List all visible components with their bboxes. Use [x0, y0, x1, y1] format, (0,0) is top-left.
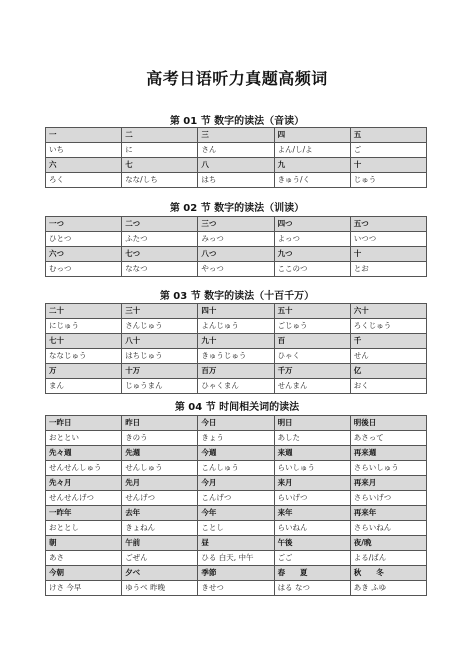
word-cell: 七十	[46, 334, 122, 349]
table-reading-row	[46, 431, 427, 446]
table-header-row	[46, 217, 427, 232]
table-header-row	[46, 334, 427, 349]
reading-cell: やっつ	[198, 262, 274, 277]
reading-cell: せんまん	[274, 379, 350, 394]
word-cell: 三つ	[198, 217, 274, 232]
vocab-table	[45, 216, 427, 277]
reading-cell: よんじゅう	[198, 319, 274, 334]
word-cell: 午後	[274, 536, 350, 551]
word-cell: 午前	[122, 536, 198, 551]
reading-cell: ごじゅう	[274, 319, 350, 334]
word-cell: 先月	[122, 476, 198, 491]
reading-cell: ひとつ	[46, 232, 122, 247]
word-cell: 十	[350, 158, 426, 173]
word-cell: 六十	[350, 304, 426, 319]
word-cell: 明日	[274, 416, 350, 431]
word-cell: 三	[198, 128, 274, 143]
word-cell: 今朝	[46, 566, 122, 581]
word-cell: 季節	[198, 566, 274, 581]
table-reading-row	[46, 349, 427, 364]
reading-cell: きょう	[198, 431, 274, 446]
table-reading-row	[46, 173, 427, 188]
reading-cell: あさって	[350, 431, 426, 446]
reading-cell: よっつ	[274, 232, 350, 247]
table-reading-row	[46, 319, 427, 334]
table-header-row	[46, 364, 427, 379]
reading-cell: なな/しち	[122, 173, 198, 188]
word-cell: 夜/晩	[350, 536, 426, 551]
reading-cell: きょねん	[122, 521, 198, 536]
word-cell: 百	[274, 334, 350, 349]
reading-cell: まん	[46, 379, 122, 394]
reading-cell: きのう	[122, 431, 198, 446]
word-cell: 五つ	[350, 217, 426, 232]
reading-cell: さんじゅう	[122, 319, 198, 334]
reading-cell: けさ 今早	[46, 581, 122, 596]
word-cell: 二	[122, 128, 198, 143]
word-cell: 明後日	[350, 416, 426, 431]
vocab-table	[45, 127, 427, 188]
reading-cell: に	[122, 143, 198, 158]
reading-cell: にじゅう	[46, 319, 122, 334]
reading-cell: せんしゅう	[122, 461, 198, 476]
word-cell: 千	[350, 334, 426, 349]
reading-cell: おく	[350, 379, 426, 394]
reading-cell: こんしゅう	[198, 461, 274, 476]
word-cell: 昨日	[122, 416, 198, 431]
reading-cell: いつつ	[350, 232, 426, 247]
reading-cell: ひる 白天, 中午	[198, 551, 274, 566]
reading-cell: とお	[350, 262, 426, 277]
reading-cell: ひゃくまん	[198, 379, 274, 394]
word-cell: 九つ	[274, 247, 350, 262]
word-cell: 再来月	[350, 476, 426, 491]
reading-cell: はち	[198, 173, 274, 188]
reading-cell: せん	[350, 349, 426, 364]
reading-cell: おととい	[46, 431, 122, 446]
reading-cell: せんせんげつ	[46, 491, 122, 506]
reading-cell: はる なつ	[274, 581, 350, 596]
reading-cell: あした	[274, 431, 350, 446]
section-title: 第 01 节 数字的读法（音读）	[169, 116, 305, 127]
reading-cell: きゅうじゅう	[198, 349, 274, 364]
reading-cell: ななじゅう	[46, 349, 122, 364]
word-cell: 九	[274, 158, 350, 173]
word-cell: 一昨日	[46, 416, 122, 431]
reading-cell: ひゃく	[274, 349, 350, 364]
word-cell: 春 夏	[274, 566, 350, 581]
word-cell: 四十	[198, 304, 274, 319]
reading-cell: ここのつ	[274, 262, 350, 277]
word-cell: 九十	[198, 334, 274, 349]
reading-cell: さらいねん	[350, 521, 426, 536]
reading-cell: せんせんしゅう	[46, 461, 122, 476]
table-header-row	[46, 446, 427, 461]
reading-cell: さらいしゅう	[350, 461, 426, 476]
vocab-table	[45, 415, 427, 596]
table-reading-row	[46, 551, 427, 566]
word-cell: 六つ	[46, 247, 122, 262]
word-cell: 二十	[46, 304, 122, 319]
word-cell: 一昨年	[46, 506, 122, 521]
table-reading-row	[46, 262, 427, 277]
reading-cell: ご	[350, 143, 426, 158]
reading-cell: ごぜん	[122, 551, 198, 566]
word-cell: 六	[46, 158, 122, 173]
word-cell: 一	[46, 128, 122, 143]
table-header-row	[46, 128, 427, 143]
word-cell: 今週	[198, 446, 274, 461]
reading-cell: ゆうべ 昨晚	[122, 581, 198, 596]
word-cell: 秋 冬	[350, 566, 426, 581]
table-reading-row	[46, 491, 427, 506]
table-reading-row	[46, 232, 427, 247]
word-cell: 千万	[274, 364, 350, 379]
word-cell: 八つ	[198, 247, 274, 262]
word-cell: 去年	[122, 506, 198, 521]
reading-cell: らいげつ	[274, 491, 350, 506]
table-header-row	[46, 566, 427, 581]
reading-cell: さらいげつ	[350, 491, 426, 506]
reading-cell: きせつ	[198, 581, 274, 596]
reading-cell: せんげつ	[122, 491, 198, 506]
table-header-row	[46, 506, 427, 521]
word-cell: 二つ	[122, 217, 198, 232]
reading-cell: きゅう/く	[274, 173, 350, 188]
reading-cell: さん	[198, 143, 274, 158]
word-cell: 五十	[274, 304, 350, 319]
reading-cell: ごご	[274, 551, 350, 566]
table-header-row	[46, 416, 427, 431]
word-cell: 八	[198, 158, 274, 173]
word-cell: 十	[350, 247, 426, 262]
word-cell: 昼	[198, 536, 274, 551]
reading-cell: じゅうまん	[122, 379, 198, 394]
word-cell: 一つ	[46, 217, 122, 232]
word-cell: 十万	[122, 364, 198, 379]
word-cell: 再来週	[350, 446, 426, 461]
reading-cell: よん/し/よ	[274, 143, 350, 158]
table-reading-row	[46, 521, 427, 536]
reading-cell: みっつ	[198, 232, 274, 247]
reading-cell: ななつ	[122, 262, 198, 277]
word-cell: 再来年	[350, 506, 426, 521]
reading-cell: いち	[46, 143, 122, 158]
word-cell: 先々月	[46, 476, 122, 491]
word-cell: 来月	[274, 476, 350, 491]
table-header-row	[46, 304, 427, 319]
table-reading-row	[46, 461, 427, 476]
word-cell: 百万	[198, 364, 274, 379]
word-cell: 先々週	[46, 446, 122, 461]
table-header-row	[46, 536, 427, 551]
word-cell: 来年	[274, 506, 350, 521]
reading-cell: はちじゅう	[122, 349, 198, 364]
section-title: 第 03 节 数字的读法（十百千万）	[159, 291, 315, 302]
reading-cell: ろくじゅう	[350, 319, 426, 334]
word-cell: 今日	[198, 416, 274, 431]
reading-cell: ふたつ	[122, 232, 198, 247]
word-cell: 来週	[274, 446, 350, 461]
section-title: 第 02 节 数字的读法（训读）	[169, 203, 305, 214]
word-cell: 七つ	[122, 247, 198, 262]
word-cell: 朝	[46, 536, 122, 551]
word-cell: 夕べ	[122, 566, 198, 581]
reading-cell: あさ	[46, 551, 122, 566]
reading-cell: らいしゅう	[274, 461, 350, 476]
reading-cell: らいねん	[274, 521, 350, 536]
reading-cell: よる/ばん	[350, 551, 426, 566]
word-cell: 今月	[198, 476, 274, 491]
reading-cell: じゅう	[350, 173, 426, 188]
document-title: 高考日语听力真题高频词	[146, 69, 328, 88]
word-cell: 万	[46, 364, 122, 379]
reading-cell: ろく	[46, 173, 122, 188]
reading-cell: あき ふゆ	[350, 581, 426, 596]
word-cell: 五	[350, 128, 426, 143]
word-cell: 先週	[122, 446, 198, 461]
table-reading-row	[46, 143, 427, 158]
table-reading-row	[46, 379, 427, 394]
table-reading-row	[46, 581, 427, 596]
word-cell: 三十	[122, 304, 198, 319]
table-header-row	[46, 247, 427, 262]
word-cell: 四	[274, 128, 350, 143]
reading-cell: こんげつ	[198, 491, 274, 506]
table-header-row	[46, 476, 427, 491]
reading-cell: おととし	[46, 521, 122, 536]
reading-cell: むっつ	[46, 262, 122, 277]
word-cell: 八十	[122, 334, 198, 349]
word-cell: 七	[122, 158, 198, 173]
vocab-table	[45, 303, 427, 394]
word-cell: 今年	[198, 506, 274, 521]
reading-cell: ことし	[198, 521, 274, 536]
word-cell: 亿	[350, 364, 426, 379]
section-title: 第 04 节 时间相关词的读法	[174, 402, 300, 413]
word-cell: 四つ	[274, 217, 350, 232]
table-header-row	[46, 158, 427, 173]
